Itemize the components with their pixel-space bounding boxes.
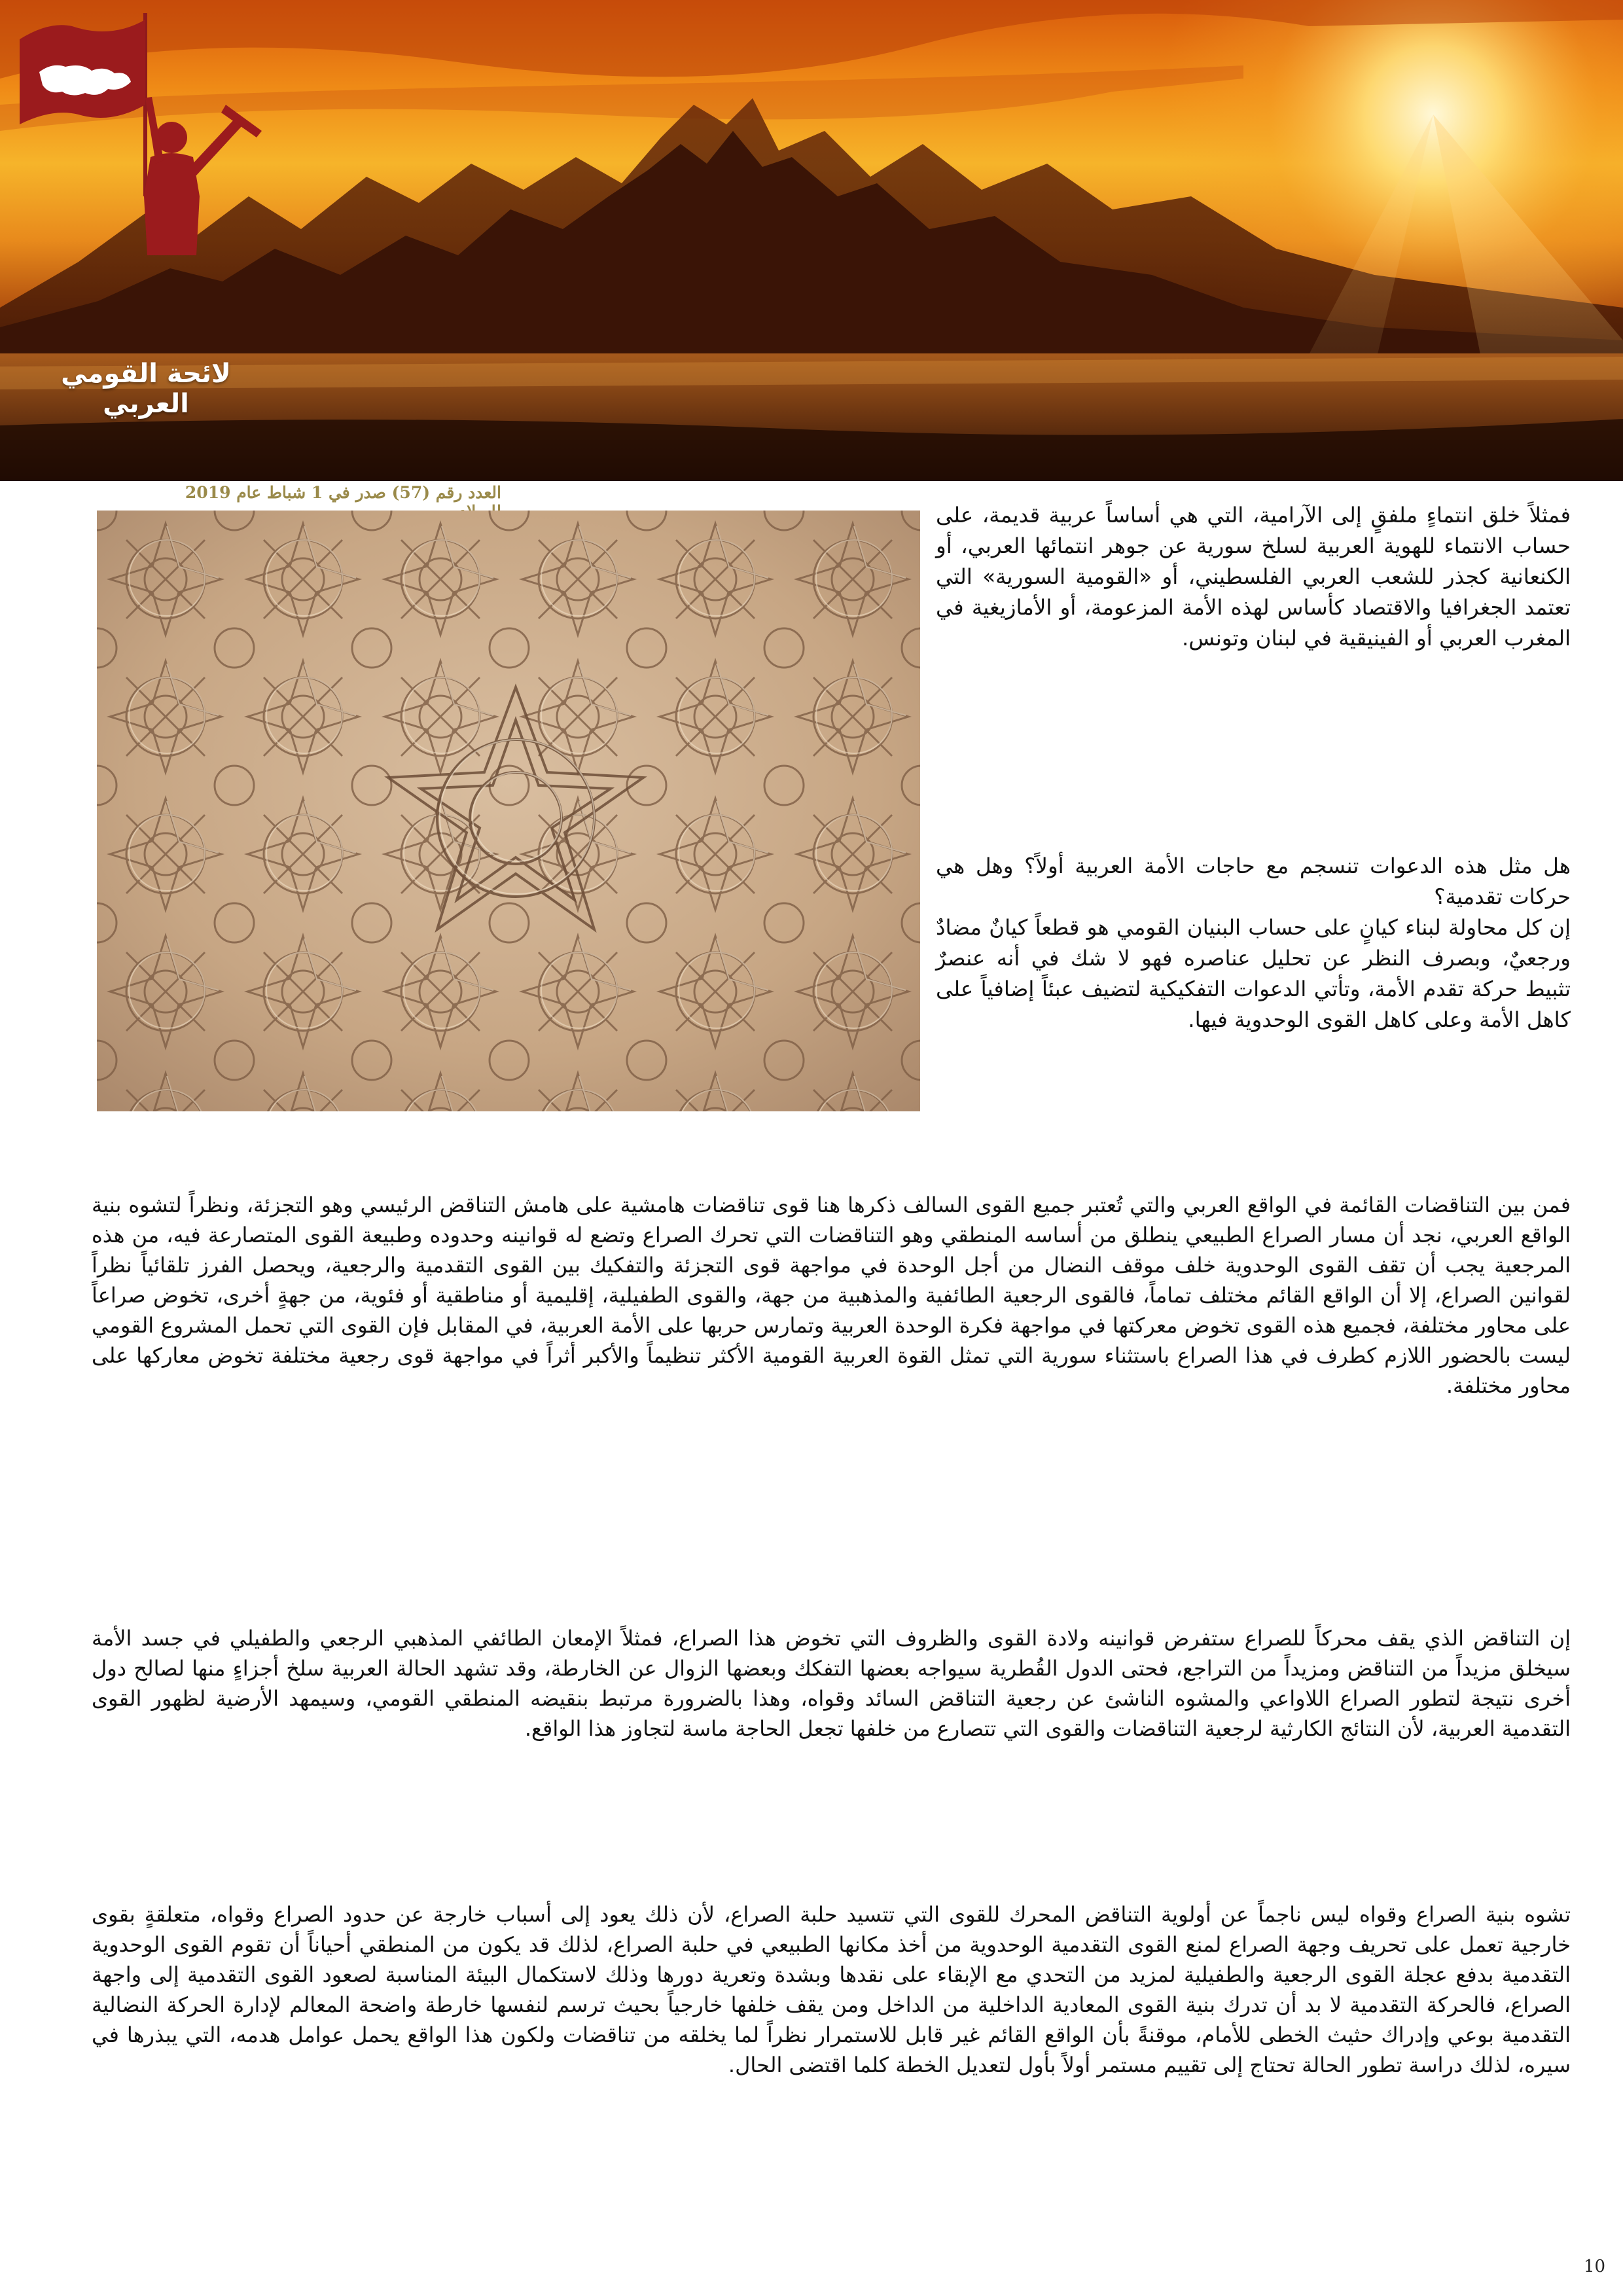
paragraph-5: إن التناقض الذي يقف محركاً للصراع ستفرض قوانينه ولادة القوى والظروف التي تخوض هذا الصراع، فمثلاً الإمعان الطائفي المذهبي الرجعي والطفيلي في جسد الأمة سيخلق مزيداً من التناقض ومزيداً من التراجع، فحتى الدول القُطرية سيواجه بعضها التفكك وبعضها الزوال عن الخارطة، وقد تشهد الحالة العربية سلخ أجزاءٍ منها لصالح دول أخرى نتيجة لتطور الصراع اللاواعي والمشوه الناشئ عن رجعية التناقض السائد وقواه، وهذا بالضرورة مرتبط بنقيضه المنطقي القومي، وسيمهد الأرضية لظهور القوى التقدمية العربية، لأن النتائج الكارثية لرجعية التناقضات والقوى التي تتصارع من خلفها تجعل الحاجة ماسة لتجاوز هذا الواقع. (92, 1626, 1571, 1741)
arabesque-pattern (97, 511, 920, 1111)
brand-title: لائحة القومي العربي (61, 359, 231, 419)
rifle-icon (190, 118, 243, 175)
paragraph-3: إن كل محاولة لبناء كيانٍ على حساب البنيان القومي هو قطعاً كيانٌ مضادٌ ورجعيٌ، وبصرف النظر عن تحليل عناصره فهو لا شك في أنه عنصرٌ تثبيط حركة تقدم الأمة، وتأتي الدعوات التفكيكية لتضيف عبئاً إضافياً على كاهل الأمة وعلى كاهل القوى الوحدوية فيها. (936, 915, 1571, 1032)
paragraph-2: هل مثل هذه الدعوات تنسجم مع حاجات الأمة العربية أولاً؟ وهل هي حركات تقدمية؟ (936, 853, 1571, 909)
page-number: 10 (1584, 2257, 1606, 2276)
arabesque-carving-photo (97, 511, 920, 1111)
issue-line: العدد رقم (57) صدر في 1 شباط عام 2019 (185, 483, 501, 502)
paragraph-1: فمثلاً خلق انتماءٍ ملفقٍ إلى الآرامية، التي هي أساساً عربية قديمة، على حساب الانتماء للهوية العربية لسلخ سورية عن جوهر انتمائها العربي، أو الكنعانية كجذر للشعب العربي الفلسطيني، أو «القومية السورية» التي تعتمد الجغرافيا والاقتصاد كأساس لهذه الأمة المزعومة، أو الأمازيغية في المغرب العربي أو الفينيقية في لبنان وتونس. (936, 503, 1571, 651)
flag-figure-logo (0, 0, 288, 288)
paragraph-4: فمن بين التناقضات القائمة في الواقع العربي والتي تُعتبر جميع القوى السالف ذكرها هنا قوى تناقضات هامشية على هامش التناقض الرئيسي وهو التجزئة، ونظراً لتشوه بنية الواقع العربي، نجد أن مسار الصراع الطبيعي ينطلق من أساسه المنطقي وهو التناقضات التي تحرك الصراع وتضع له قوانينه وحدوده وطبيعة القوى المتصارعة فيه، من هذه المرجعية يجب أن تقف القوى الوحدوية خلف موقف النضال من أجل الوحدة في مواجهة قوى التجزئة والتفكيك بين القوى التقدمية والرجعية، ويحصل الفرز تلقائياً نظراً لقوانين الصراع، إلا أن الواقع القائم مختلف تماماً، فالقوى الرجعية الطائفية والمذهبية من جهة، والقوى الطفيلية، إقليمية أو مناطقية أو فئوية، من جهةٍ أخرى، تخوض صراعاً على محاور مختلفة، فجميع هذه القوى تخوض معركتها في مواجهة فكرة الوحدة العربية وتمارس حربها على الأمة العربية، في المقابل فإن القوى التي تحمل المشروع القومي ليست بالحضور اللازم كطرف في هذا الصراع باستثناء سورية التي تمثل القوة العربية القومية الأكثر تنظيماً والأكبر أثراً في مواجهة قوى رجعية مختلفة تخوض معاركها على محاور مختلفة. (92, 1193, 1571, 1398)
header-banner-photo (0, 0, 1623, 481)
paragraph-6: تشوه بنية الصراع وقواه ليس ناجماً عن أولوية التناقض المحرك للقوى التي تتسيد حلبة الصراع، لأن ذلك يعود إلى أسباب خارجة عن حدود الصراع وقواه، متعلقةٍ بقوى خارجية تعمل على تحريف وجهة الصراع لمنع القوى التقدمية الوحدوية من أخذ مكانها الطبيعي في حلبة الصراع، لذلك قد يكون من المنطقي أحياناً أن تقوم القوى الوحدوية التقدمية بدفع عجلة القوى الرجعية والطفيلية لمزيد من التحدي مع الإبقاء على نقدها وبشدة وتعرية دورها وذلك لاستكمال البيئة المناسبة لصعود القوى التقدمية إلى واجهة الصراع، فالحركة التقدمية لا بد أن تدرك بنية القوى المعادية الداخلية من الداخل ومن يقف خلفها خارجياً بحيث ترسم لنفسها خارطة واضحة المعالم لإدارة الحركة النضالية التقدمية بوعي وإدراك حثيث الخطى للأمام، موقنةً بأن الواقع القائم غير قابل للاستمرار نظراً لما يخلقه من تناقضات ولكون هذا الواقع يحمل عوامل هدمه، التي يبذرها في سيره، لذلك دراسة تطور الحالة تحتاج إلى تقييم مستمر أولاً بأول لتعديل الخطة كلما اقتضى الحال. (92, 1902, 1571, 2077)
